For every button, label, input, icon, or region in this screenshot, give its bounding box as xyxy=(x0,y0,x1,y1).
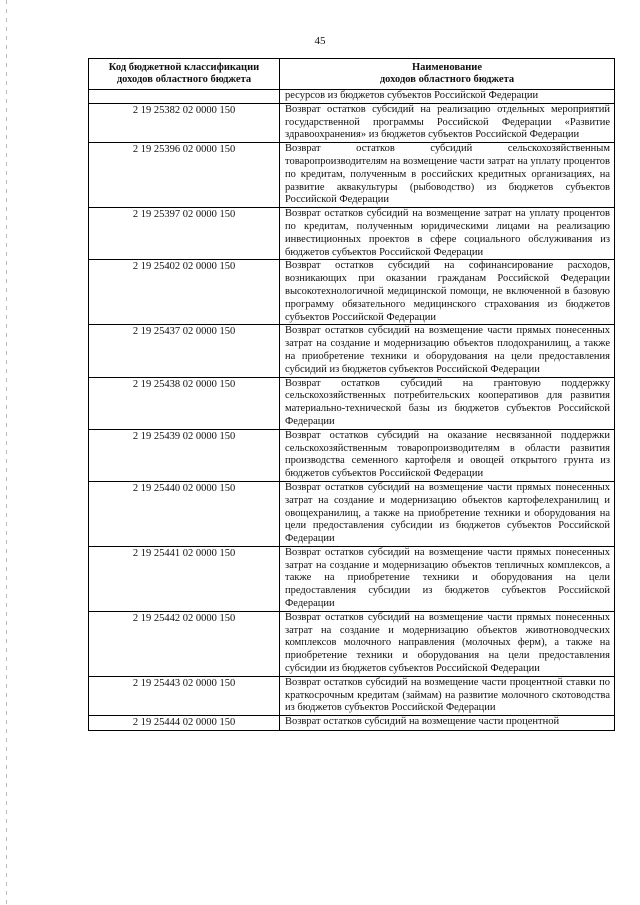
row-name: Возврат остатков субсидий на возмещение части прямых понесенных затрат на создание и модернизацию объектов плодохранилищ, а также на приобретение техники и оборудования на цели предоставления субсидий из бюджетов субъектов Российской Федерации xyxy=(280,325,615,377)
row-code: 2 19 25402 02 0000 150 xyxy=(89,260,280,325)
row-name: Возврат остатков субсидий сельскохозяйственным товаропроизводителям на возмещение части затрат на уплату процентов по кредитам, полученным в российских кредитных организациях, на развитие аквакультуры (рыбоводство) из бюджетов субъектов Российской Федерации xyxy=(280,143,615,208)
row-code: 2 19 25440 02 0000 150 xyxy=(89,481,280,546)
header-name-line2: доходов областного бюджета xyxy=(379,74,515,85)
row-name: Возврат остатков субсидий на софинансирование расходов, возникающих при оказании гражданам Российской Федерации высокотехнологичной медицинской помощи, не включенной в базовую программу обязательного медицинского страхования из бюджетов субъектов Российской Федерации xyxy=(280,260,615,325)
row-name: Возврат остатков субсидий на реализацию отдельных мероприятий государственной программы Российской Федерации «Развитие здравоохранения» из бюджетов субъектов Российской Федерации xyxy=(280,103,615,142)
row-name: Возврат остатков субсидий на возмещение части процентной ставки по краткосрочным кредитам (займам) на развитие молочного скотоводства из бюджетов субъектов Российской Федерации xyxy=(280,676,615,715)
row-code: 2 19 25444 02 0000 150 xyxy=(89,716,280,731)
header-name-line1: Наименование xyxy=(412,62,482,73)
table-row xyxy=(89,143,615,208)
scan-margin-line xyxy=(6,0,7,905)
row-code: 2 19 25437 02 0000 150 xyxy=(89,325,280,377)
row-code xyxy=(89,90,280,104)
row-name: Возврат остатков субсидий на возмещение затрат на уплату процентов по кредитам, полученным юридическими лицами на реализацию инвестиционных проектов в сфере социального обслуживания из бюджетов субъектов Российской Федерации xyxy=(280,208,615,260)
page-number: 45 xyxy=(314,35,326,47)
header-code-line1: Код бюджетной классификации xyxy=(108,62,260,73)
table-row xyxy=(89,429,615,481)
row-code: 2 19 25443 02 0000 150 xyxy=(89,676,280,715)
row-code: 2 19 25397 02 0000 150 xyxy=(89,208,280,260)
row-name: ресурсов из бюджетов субъектов Российской Федерации xyxy=(280,90,615,104)
table-row xyxy=(89,260,615,325)
table-row xyxy=(89,611,615,676)
row-code: 2 19 25438 02 0000 150 xyxy=(89,377,280,429)
row-code: 2 19 25439 02 0000 150 xyxy=(89,429,280,481)
row-code: 2 19 25441 02 0000 150 xyxy=(89,546,280,611)
header-name xyxy=(280,59,615,90)
table-row xyxy=(89,481,615,546)
row-name: Возврат остатков субсидий на оказание несвязанной поддержки сельскохозяйственным товаропроизводителям в области развития производства семенного картофеля и овощей открытого грунта из бюджетов субъектов Российской Федерации xyxy=(280,429,615,481)
row-name: Возврат остатков субсидий на возмещение части прямых понесенных затрат на создание и модернизацию объектов животноводческих комплексов молочного направления (молочных ферм), а также на приобретение техники и оборудования на цели предоставления субсидии из бюджетов субъектов Российской Федерации xyxy=(280,611,615,676)
header-code xyxy=(89,59,280,90)
table-header-row xyxy=(89,59,615,90)
table-row xyxy=(89,325,615,377)
row-name: Возврат остатков субсидий на возмещение части процентной xyxy=(280,716,615,731)
table-row xyxy=(89,90,615,104)
row-name: Возврат остатков субсидий на грантовую поддержку сельскохозяйственных потребительских кооперативов для развития материально-технической базы из бюджетов субъектов Российской Федерации xyxy=(280,377,615,429)
table-row xyxy=(89,103,615,142)
row-name: Возврат остатков субсидий на возмещение части прямых понесенных затрат на создание и модернизацию объектов тепличных комплексов, а также на приобретение техники и оборудования на цели предоставления субсидии из бюджетов субъектов Российской Федерации xyxy=(280,546,615,611)
row-code: 2 19 25396 02 0000 150 xyxy=(89,143,280,208)
table-row xyxy=(89,546,615,611)
row-code: 2 19 25442 02 0000 150 xyxy=(89,611,280,676)
table-row xyxy=(89,208,615,260)
budget-classification-table xyxy=(88,58,615,731)
row-name: Возврат остатков субсидий на возмещение части прямых понесенных затрат на создание и модернизацию объектов картофелехранилищ и овощехранилищ, а также на приобретение техники и оборудования на цели предоставления субсидии из бюджетов субъектов Российской Федерации xyxy=(280,481,615,546)
header-code-line2: доходов областного бюджета xyxy=(116,74,252,85)
table-row xyxy=(89,377,615,429)
table-row xyxy=(89,676,615,715)
row-code: 2 19 25382 02 0000 150 xyxy=(89,103,280,142)
table-row xyxy=(89,716,615,731)
